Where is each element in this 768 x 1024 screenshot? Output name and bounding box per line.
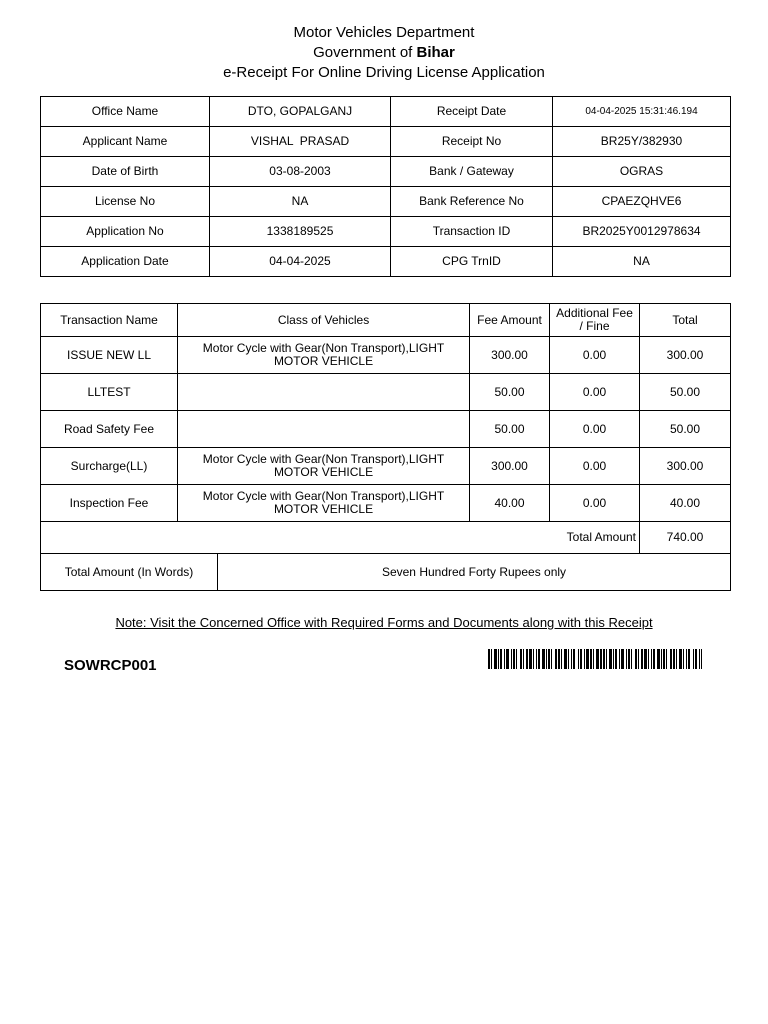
license-no-label: License No	[41, 187, 210, 217]
table-row	[41, 448, 731, 485]
cpg-value: NA	[553, 247, 731, 277]
class-of-vehicles: Motor Cycle with Gear(Non Transport),LIGHT MOTOR VEHICLE	[178, 337, 470, 374]
total-amount-value: 740.00	[640, 522, 731, 554]
row-total: 50.00	[640, 411, 731, 448]
application-date-label: Application Date	[41, 247, 210, 277]
table-row	[41, 374, 731, 411]
form-code: SOWRCP001	[64, 657, 157, 674]
application-no-value: 1338189525	[210, 217, 391, 247]
cpg-label: CPG TrnID	[391, 247, 553, 277]
transaction-name: Inspection Fee	[41, 485, 178, 522]
department-title: Motor Vehicles Department	[293, 24, 475, 41]
additional-fee: 0.00	[550, 411, 640, 448]
office-name-label: Office Name	[41, 97, 210, 127]
fee-amount: 300.00	[470, 337, 550, 374]
row-total: 300.00	[640, 448, 731, 485]
office-visit-note: Note: Visit the Concerned Office with Required Forms and Documents along with this Receipt	[115, 615, 653, 630]
fee-amount: 50.00	[470, 374, 550, 411]
license-no-value: NA	[210, 187, 391, 217]
additional-fee: 0.00	[550, 337, 640, 374]
header-additional-fee: Additional Fee / Fine	[550, 304, 640, 337]
bank-ref-label: Bank Reference No	[391, 187, 553, 217]
government-prefix: Government of	[313, 44, 413, 61]
receipt-no-label: Receipt No	[391, 127, 553, 157]
barcode-icon	[488, 649, 702, 669]
table-row	[41, 411, 731, 448]
transaction-id-label: Transaction ID	[391, 217, 553, 247]
fee-amount: 300.00	[470, 448, 550, 485]
application-no-label: Application No	[41, 217, 210, 247]
transaction-name: ISSUE NEW LL	[41, 337, 178, 374]
additional-fee: 0.00	[550, 485, 640, 522]
header-transaction-name: Transaction Name	[41, 304, 178, 337]
government-line	[0, 44, 768, 61]
office-name-value: DTO, GOPALGANJ	[210, 97, 391, 127]
table-row	[41, 97, 731, 127]
dob-value: 03-08-2003	[210, 157, 391, 187]
applicant-name-label: Applicant Name	[41, 127, 210, 157]
class-of-vehicles	[178, 411, 470, 448]
fee-table	[40, 303, 731, 591]
amount-in-words-row	[41, 554, 731, 591]
total-amount-row	[41, 522, 731, 554]
bank-gateway-label: Bank / Gateway	[391, 157, 553, 187]
amount-in-words-value: Seven Hundred Forty Rupees only	[218, 554, 731, 591]
receipt-date-value: 04-04-2025 15:31:46.194	[553, 97, 731, 127]
transaction-name: Surcharge(LL)	[41, 448, 178, 485]
applicant-name-value: VISHAL PRASAD	[210, 127, 391, 157]
fee-header-row	[41, 304, 731, 337]
bank-ref-value: CPAEZQHVE6	[553, 187, 731, 217]
class-of-vehicles	[178, 374, 470, 411]
table-row	[41, 485, 731, 522]
table-row	[41, 127, 731, 157]
state-name: Bihar	[416, 44, 455, 61]
dob-label: Date of Birth	[41, 157, 210, 187]
row-total: 40.00	[640, 485, 731, 522]
transaction-name: LLTEST	[41, 374, 178, 411]
application-date-value: 04-04-2025	[210, 247, 391, 277]
bank-gateway-value: OGRAS	[553, 157, 731, 187]
receipt-date-label: Receipt Date	[391, 97, 553, 127]
applicant-info-table	[40, 96, 731, 277]
row-total: 300.00	[640, 337, 731, 374]
additional-fee: 0.00	[550, 448, 640, 485]
fee-amount: 40.00	[470, 485, 550, 522]
transaction-name: Road Safety Fee	[41, 411, 178, 448]
class-of-vehicles: Motor Cycle with Gear(Non Transport),LIGHT MOTOR VEHICLE	[178, 485, 470, 522]
total-amount-label: Total Amount	[41, 522, 640, 554]
receipt-title: e-Receipt For Online Driving License Application	[223, 64, 545, 81]
fee-amount: 50.00	[470, 411, 550, 448]
amount-in-words-label: Total Amount (In Words)	[41, 554, 218, 591]
table-row	[41, 337, 731, 374]
class-of-vehicles: Motor Cycle with Gear(Non Transport),LIGHT MOTOR VEHICLE	[178, 448, 470, 485]
header-class-of-vehicles: Class of Vehicles	[178, 304, 470, 337]
table-row	[41, 157, 731, 187]
table-row	[41, 217, 731, 247]
row-total: 50.00	[640, 374, 731, 411]
additional-fee: 0.00	[550, 374, 640, 411]
table-row	[41, 187, 731, 217]
transaction-id-value: BR2025Y0012978634	[553, 217, 731, 247]
table-row	[41, 247, 731, 277]
header-total: Total	[640, 304, 731, 337]
receipt-no-value: BR25Y/382930	[553, 127, 731, 157]
header-fee-amount: Fee Amount	[470, 304, 550, 337]
